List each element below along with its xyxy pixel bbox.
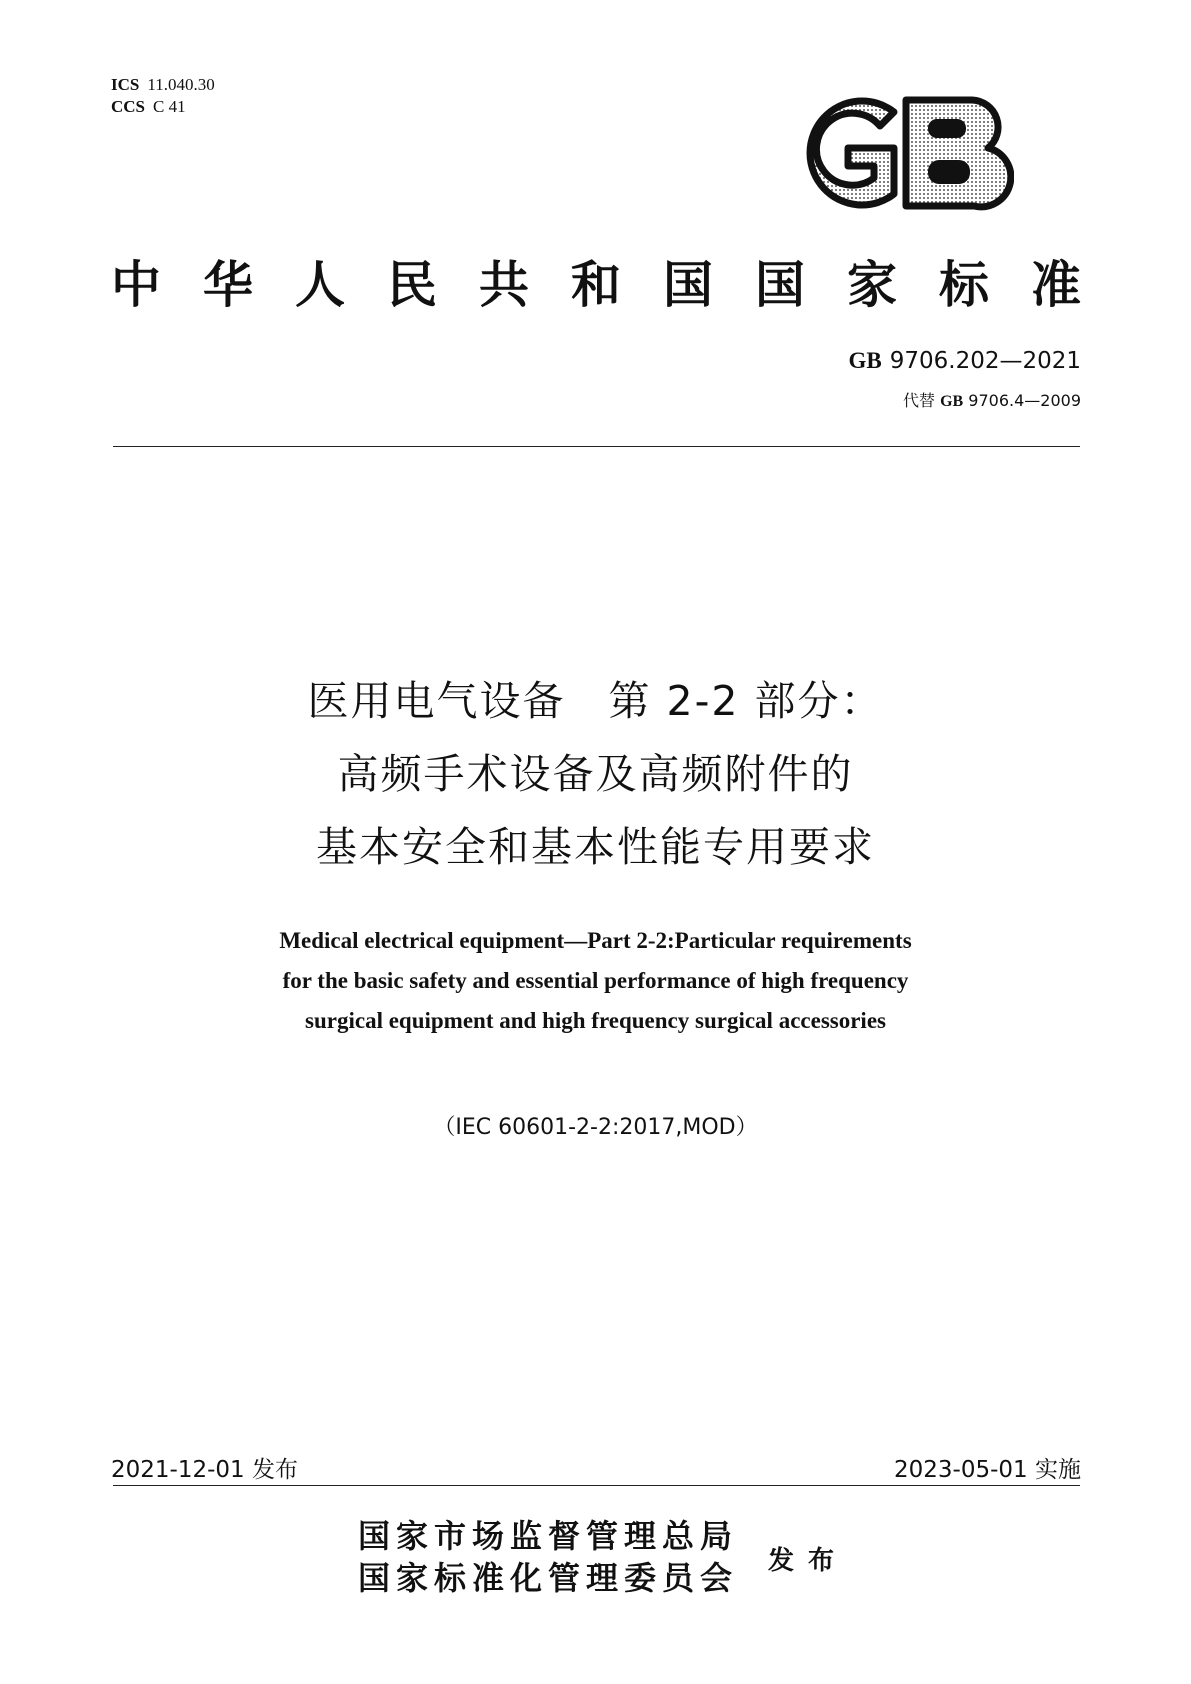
english-title-line-1: Medical electrical equipment—Part 2-2:Particular requirements bbox=[279, 928, 912, 953]
publish-label: 发布 bbox=[768, 1546, 849, 1576]
issuer-samr: 国家市场监督管理总局 bbox=[358, 1517, 739, 1555]
title-char: 准 bbox=[1031, 255, 1081, 314]
issuing-authorities bbox=[358, 1515, 738, 1599]
english-title-line-3: surgical equipment and high frequency surgical accessories bbox=[305, 1008, 886, 1033]
header-divider bbox=[113, 446, 1080, 447]
chinese-title-line-1: 医用电气设备 第 2-2 部分： bbox=[307, 677, 884, 725]
national-standard-title bbox=[111, 246, 1081, 316]
implementation-date: 2023-05-01 实施 bbox=[894, 1457, 1081, 1483]
title-char: 中 bbox=[111, 255, 161, 314]
issuer-sac: 国家标准化管理委员会 bbox=[358, 1559, 739, 1597]
chinese-title-line-3: 基本安全和基本性能专用要求 bbox=[316, 823, 875, 871]
title-char: 国 bbox=[755, 255, 805, 314]
title-char: 国 bbox=[663, 255, 713, 314]
english-title bbox=[0, 921, 1191, 1041]
chinese-title-line-2: 高频手术设备及高频附件的 bbox=[337, 750, 854, 798]
title-char: 和 bbox=[571, 255, 621, 314]
english-title-line-2: for the basic safety and essential performance of high frequency bbox=[282, 968, 909, 993]
standard-number: GB 9706.202—2021 bbox=[848, 348, 1081, 374]
adoption-reference: （IEC 60601-2-2:2017,MOD） bbox=[433, 1115, 758, 1140]
title-char: 华 bbox=[203, 255, 253, 314]
title-char: 标 bbox=[939, 255, 989, 314]
title-char: 共 bbox=[479, 255, 529, 314]
ccs-code: CCS C 41 bbox=[111, 97, 186, 116]
ics-code: ICS 11.040.30 bbox=[111, 75, 215, 94]
gb-logo bbox=[782, 92, 1014, 214]
replaces-standard: 代替 GB 9706.4—2009 bbox=[902, 391, 1081, 410]
title-char: 人 bbox=[295, 255, 345, 314]
title-char: 家 bbox=[847, 255, 897, 314]
classification-codes bbox=[111, 74, 215, 118]
title-char: 民 bbox=[387, 255, 437, 314]
issue-date: 2021-12-01 发布 bbox=[111, 1457, 298, 1483]
footer-divider bbox=[113, 1485, 1080, 1486]
